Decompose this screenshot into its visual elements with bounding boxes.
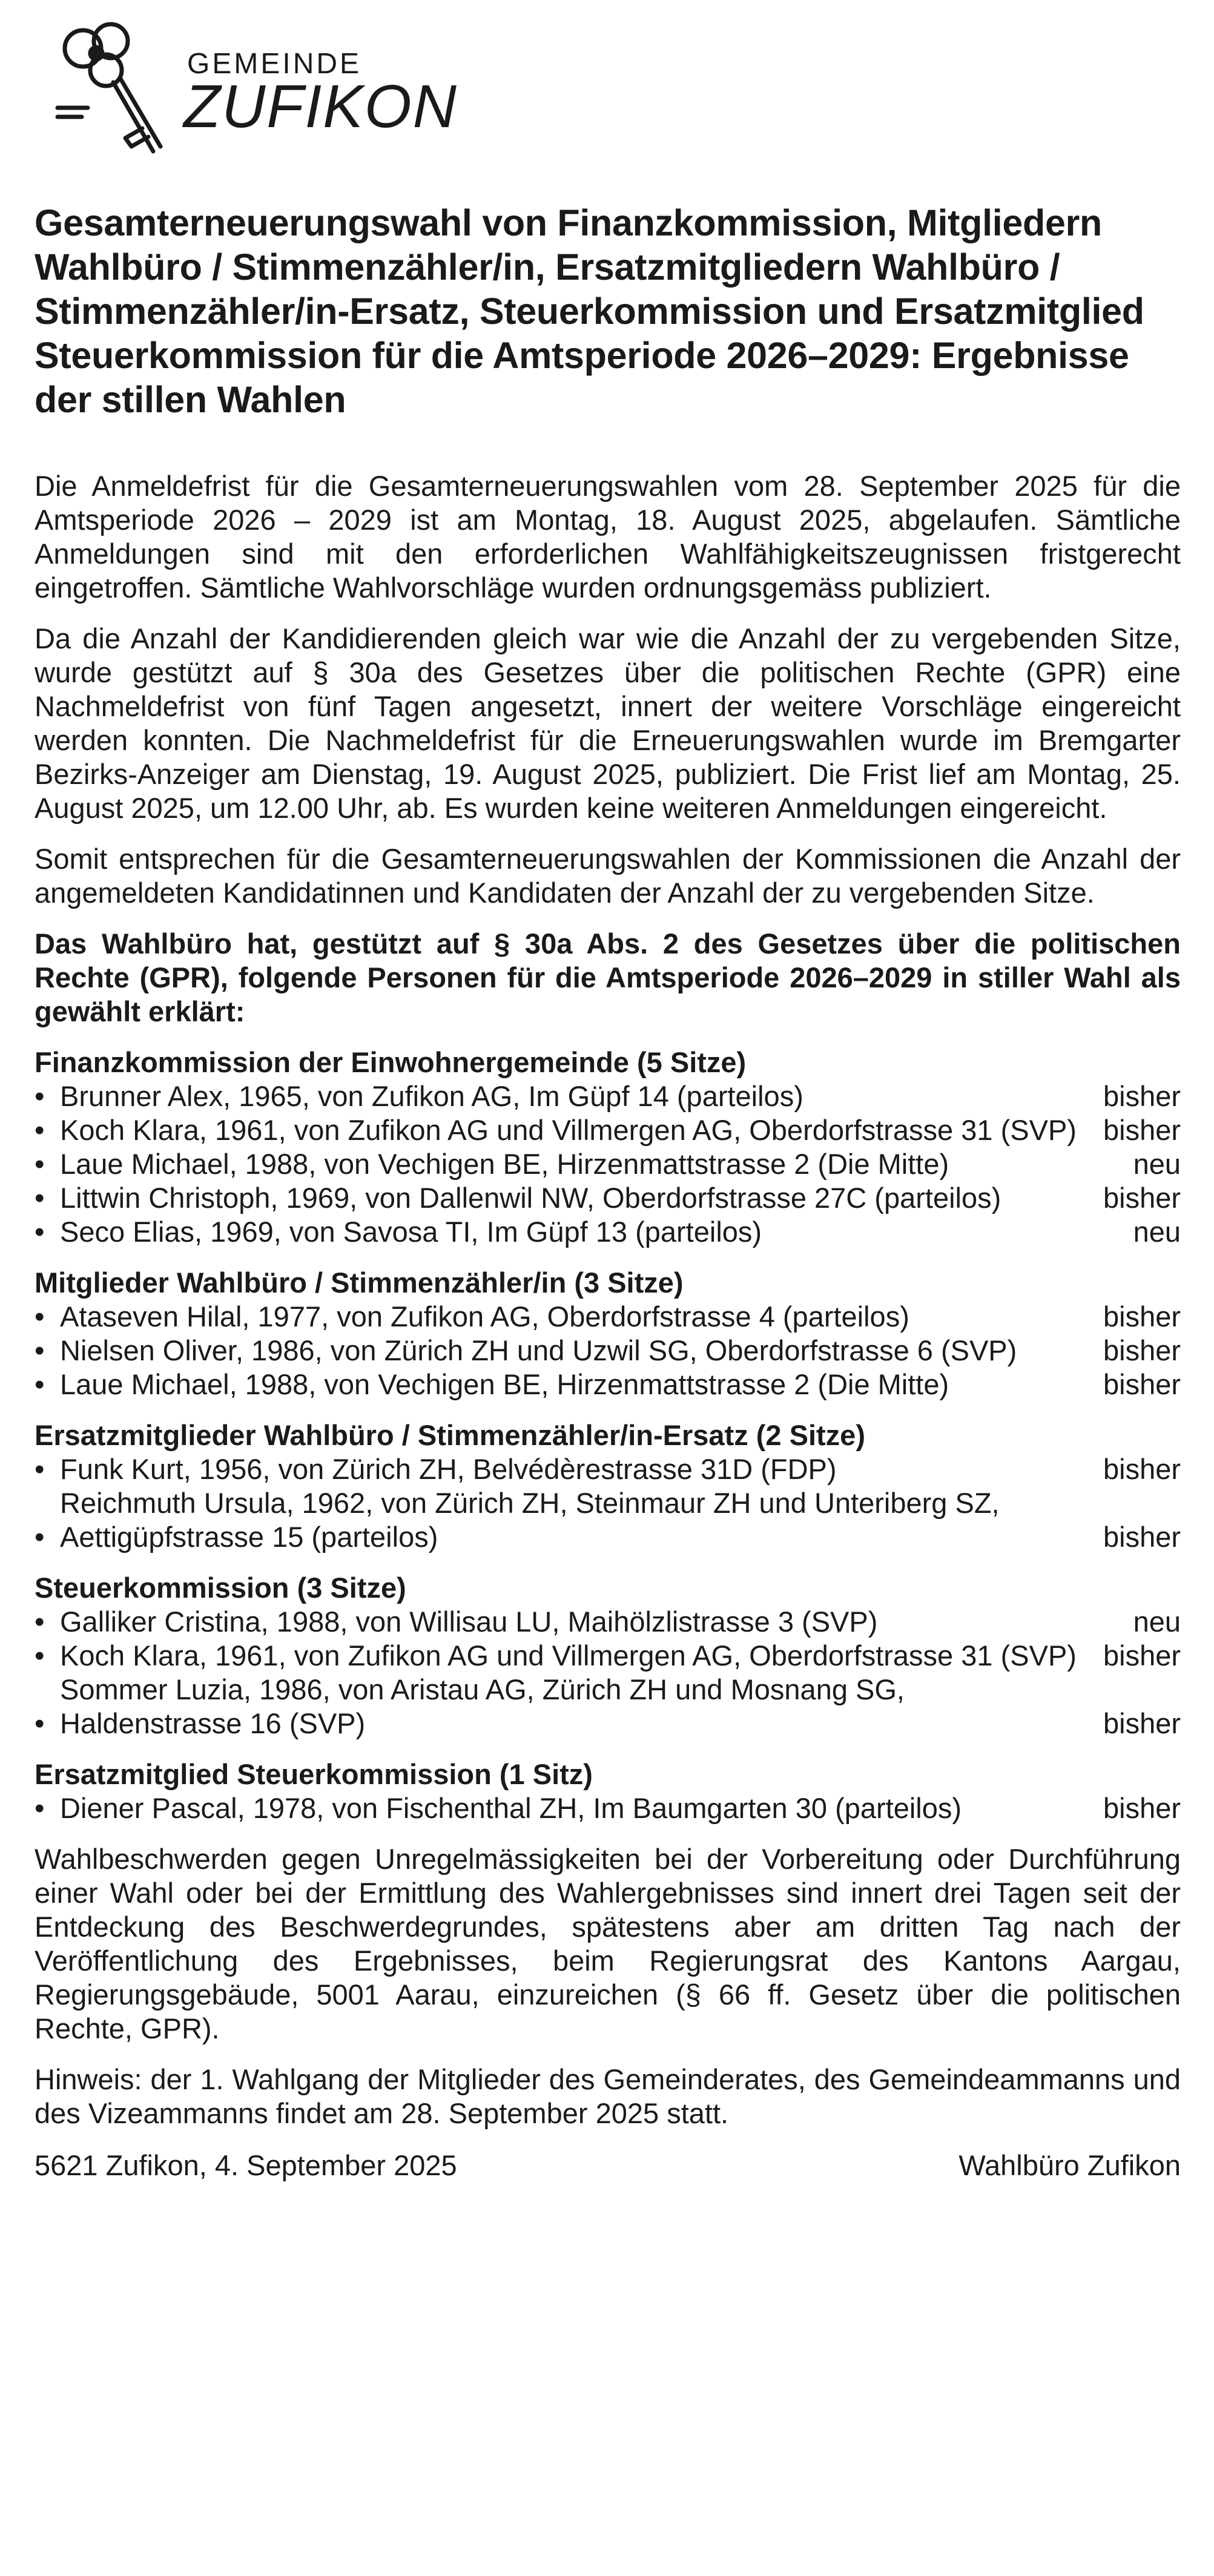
candidate-text: Koch Klara, 1961, von Zufikon AG und Villmergen AG, Oberdorfstrasse 31 (SVP) (60, 1114, 1077, 1146)
candidate-status: bisher (1103, 1334, 1181, 1366)
bullet-icon: • (35, 1216, 45, 1248)
key-emblem-icon (45, 17, 176, 156)
list-item (35, 1368, 1181, 1402)
candidate-text: Nielsen Oliver, 1986, von Zürich ZH und Uzwil SG, Oberdorfstrasse 6 (SVP) (60, 1334, 1017, 1366)
bullet-icon: • (35, 1368, 45, 1400)
bullet-icon: • (35, 1114, 45, 1146)
section-title: Steuerkommission (3 Sitze) (35, 1572, 406, 1604)
section-finanzkommission (35, 1046, 1181, 1249)
candidate-status: neu (1133, 1606, 1181, 1638)
intro-paragraph-2: Da die Anzahl der Kandidierenden gleich war wie die Anzahl der zu vergebenden Sitze, wurde gestützt auf § 30a des Gesetzes über die politischen Rechte (GPR) eine Nachmeldefrist von fünf Tagen angesetzt, innert der weitere Vorschläge eingereicht werden konnten. Die Nachmeldefrist für die Erneuerungswahlen wurde im Bremgarter Bezirks-Anzeiger am Dienstag, 19. August 2025, publiziert. Die Frist lief am Montag, 25. August 2025, um 12.00 Uhr, ab. Es wurden keine weiteren Anmeldungen eingereicht. (35, 622, 1181, 824)
list-item (35, 1673, 1181, 1741)
candidate-text: Brunner Alex, 1965, von Zufikon AG, Im Güpf 14 (parteilos) (60, 1080, 803, 1112)
notice-body (35, 469, 1181, 2182)
candidate-status: bisher (1103, 1080, 1181, 1112)
bullet-icon: • (35, 1707, 45, 1739)
bullet-icon: • (35, 1300, 45, 1332)
section-title: Ersatzmitglieder Wahlbüro / Stimmenzähler/in-Ersatz (2 Sitze) (35, 1419, 865, 1451)
list-item (35, 1300, 1181, 1334)
decision-statement: Das Wahlbüro hat, gestützt auf § 30a Abs. 2 des Gesetzes über die politischen Rechte (GPR), folgende Personen für die Amtsperiode 2026–2029 in stiller Wahl als gewählt erklärt: (35, 927, 1181, 1027)
bullet-icon: • (35, 1521, 45, 1553)
bullet-icon: • (35, 1148, 45, 1180)
logo-prefix: GEMEINDE (187, 48, 362, 80)
list-item (35, 1113, 1181, 1147)
candidate-text: Ataseven Hilal, 1977, von Zufikon AG, Oberdorfstrasse 4 (parteilos) (60, 1300, 909, 1332)
section-steuerkommission-ersatz (35, 1757, 1181, 1825)
logo-name: ZUFIKON (183, 73, 458, 140)
candidate-status: bisher (1103, 1300, 1181, 1332)
list-item (35, 1181, 1181, 1215)
list-item (35, 1147, 1181, 1181)
list-item (35, 1452, 1181, 1486)
candidate-text: Galliker Cristina, 1988, von Willisau LU, Maihölzlistrasse 3 (SVP) (60, 1606, 878, 1638)
section-wahlbuero-ersatz (35, 1418, 1181, 1554)
intro-paragraph-1: Die Anmeldefrist für die Gesamterneuerungswahlen vom 28. September 2025 für die Amtsperiode 2026 – 2029 ist am Montag, 18. August 2025, abgelaufen. Sämtliche Anmeldungen sind mit den erforderlichen Wahlfähigkeitszeugnissen fristgerecht eingetroffen. Sämtliche Wahlvorschläge wurden ordnungsgemäss publiziert. (35, 470, 1181, 604)
candidate-text: Sommer Luzia, 1986, von Aristau AG, Zürich ZH und Mosnang SG, Haldenstrasse 16 (SVP) (60, 1673, 905, 1739)
bullet-icon: • (35, 1182, 45, 1214)
list-item (35, 1334, 1181, 1368)
bullet-icon: • (35, 1639, 45, 1672)
list-item (35, 1639, 1181, 1673)
list-item (35, 1215, 1181, 1249)
section-wahlbuero (35, 1266, 1181, 1402)
complaints-paragraph: Wahlbeschwerden gegen Unregelmässigkeiten bei der Vorbereitung oder Durchführung einer Wahl oder bei der Ermittlung des Wahlergebnisses sind innert drei Tagen seit der Entdeckung des Beschwerdegrundes, spätestens aber am dritten Tag nach der Veröffentlichung des Ergebnisses, beim Regierungsrat des Kantons Aargau, Regierungsgebäude, 5001 Aarau, einzureichen (§ 66 ff. Gesetz über die politischen Rechte, GPR). (35, 1843, 1181, 2044)
candidate-status: neu (1133, 1216, 1181, 1248)
section-steuerkommission (35, 1571, 1181, 1741)
candidate-text: Koch Klara, 1961, von Zufikon AG und Villmergen AG, Oberdorfstrasse 31 (SVP) (60, 1639, 1077, 1672)
candidate-text: Seco Elias, 1969, von Savosa TI, Im Güpf 13 (parteilos) (60, 1216, 762, 1248)
section-title: Mitglieder Wahlbüro / Stimmenzähler/in (3 Sitze) (35, 1267, 684, 1299)
candidate-status: bisher (1103, 1707, 1181, 1739)
candidate-status: bisher (1103, 1114, 1181, 1146)
candidate-text: Diener Pascal, 1978, von Fischenthal ZH, Im Baumgarten 30 (parteilos) (60, 1792, 962, 1824)
bullet-icon: • (35, 1792, 45, 1824)
candidate-status: bisher (1103, 1792, 1181, 1824)
candidate-text: Laue Michael, 1988, von Vechigen BE, Hirzenmattstrasse 2 (Die Mitte) (60, 1148, 949, 1180)
note-paragraph: Hinweis: der 1. Wahlgang der Mitglieder des Gemeinderates, des Gemeindeammanns und des Vizeammanns findet am 28. September 2025 statt. (35, 2063, 1181, 2129)
signature: Wahlbüro Zufikon (958, 2149, 1181, 2181)
notice-title: Gesamterneuerungswahl von Finanzkommission, Mitgliedern Wahlbüro / Stimmenzähler/in, Ersatzmitgliedern Wahlbüro / Stimmenzähler/in-Ersatz, Steuerkommission und Ersatzmitglied Steuerkommission für die Amtsperiode 2026–2029: Ergebnisse der stillen Wahlen (35, 202, 1144, 420)
municipality-logo (35, 17, 458, 156)
bullet-icon: • (35, 1334, 45, 1366)
candidate-status: bisher (1103, 1521, 1181, 1553)
intro-paragraph-3: Somit entsprechen für die Gesamterneuerungswahlen der Kommissionen die Anzahl der angemeldeten Kandidatinnen und Kandidaten der Anzahl der zu vergebenden Sitze. (35, 843, 1181, 909)
candidate-text: Laue Michael, 1988, von Vechigen BE, Hirzenmattstrasse 2 (Die Mitte) (60, 1368, 949, 1400)
bullet-icon: • (35, 1080, 45, 1112)
candidate-text: Littwin Christoph, 1969, von Dallenwil NW, Oberdorfstrasse 27C (parteilos) (60, 1182, 1001, 1214)
candidate-status: bisher (1103, 1453, 1181, 1485)
footer (35, 2149, 1181, 2182)
section-title: Ersatzmitglied Steuerkommission (1 Sitz) (35, 1758, 593, 1790)
list-item (35, 1605, 1181, 1639)
candidate-status: bisher (1103, 1182, 1181, 1214)
candidate-text: Reichmuth Ursula, 1962, von Zürich ZH, Steinmaur ZH und Unteriberg SZ, Aettigüpfstrasse 15 (parteilos) (60, 1487, 1000, 1553)
section-title: Finanzkommission der Einwohnergemeinde (5 Sitze) (35, 1046, 747, 1078)
bullet-icon: • (35, 1606, 45, 1638)
place-date: 5621 Zufikon, 4. September 2025 (35, 2149, 457, 2181)
list-item (35, 1486, 1181, 1554)
list-item (35, 1791, 1181, 1825)
candidate-text: Funk Kurt, 1956, von Zürich ZH, Belvédèrestrasse 31D (FDP) (60, 1453, 837, 1485)
candidate-status: bisher (1103, 1368, 1181, 1400)
bullet-icon: • (35, 1453, 45, 1485)
candidate-status: neu (1133, 1148, 1181, 1180)
list-item (35, 1079, 1181, 1113)
candidate-status: bisher (1103, 1639, 1181, 1672)
